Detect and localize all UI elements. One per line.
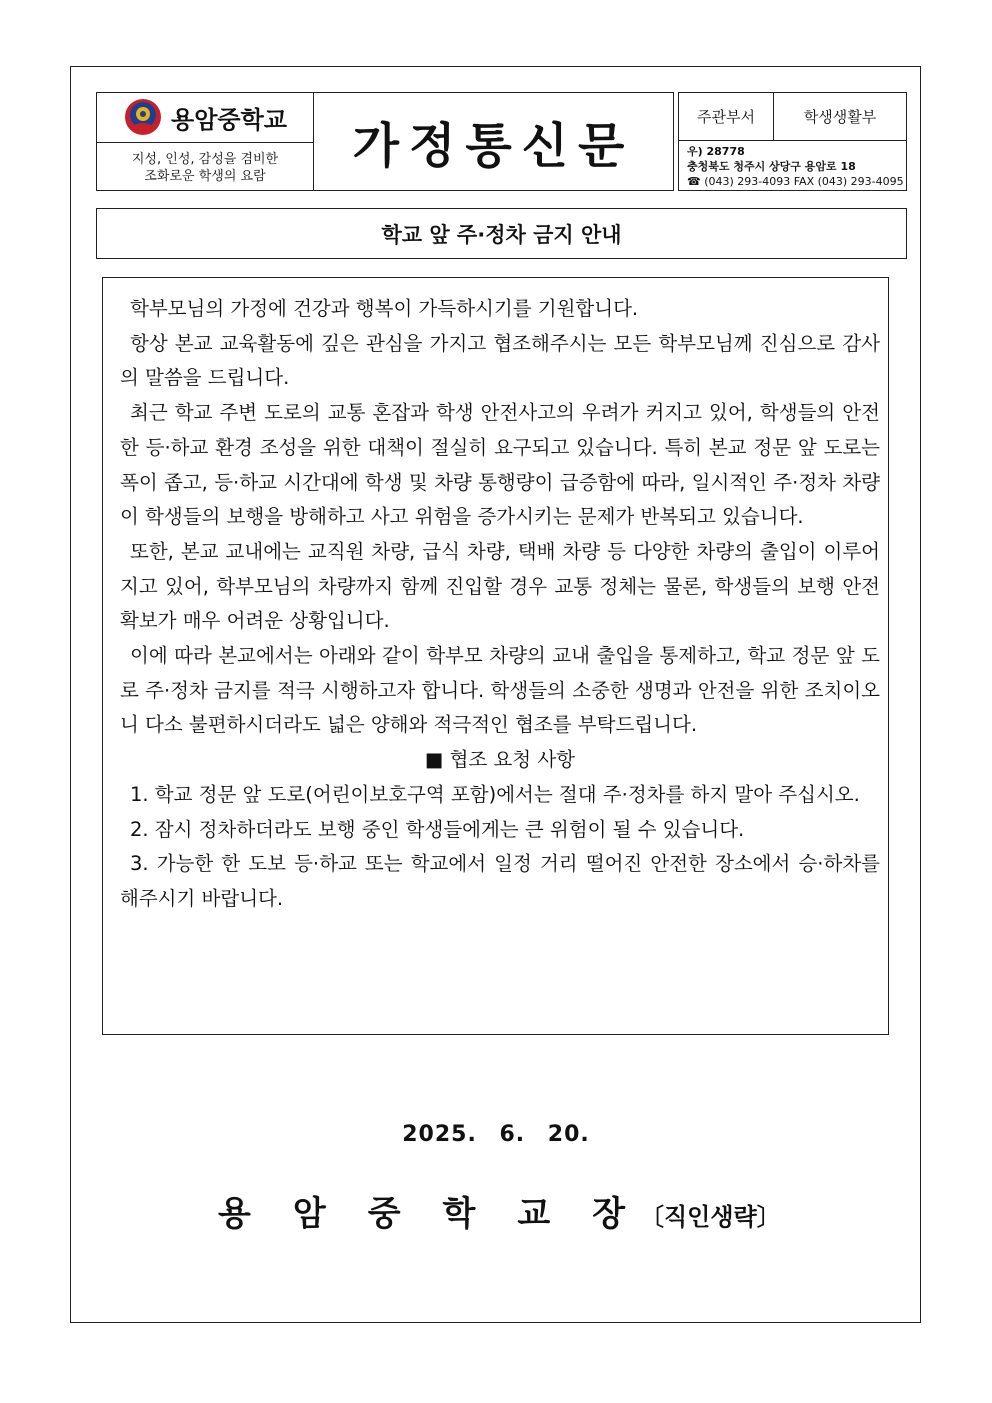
- request-item-1: 1. 학교 정문 앞 도로(어린이보호구역 포함)에서는 절대 주·정차를 하지 말아 주십시오.: [130, 782, 860, 806]
- school-name: 용암중학교: [171, 105, 287, 134]
- subject-title: 학교 앞 주·정차 금지 안내: [96, 208, 907, 259]
- phone-fax: ☎ (043) 293-4093 FAX (043) 293-4095: [687, 175, 904, 188]
- title-cell: [314, 92, 674, 191]
- letterhead: [96, 92, 907, 191]
- paragraph-campus-traffic: 또한, 본교 교내에는 교직원 차량, 급식 차량, 택배 차량 등 다양한 차량의 출입이 이루어지고 있어, 학부모님의 차량까지 함께 진입할 경우 교통 정체는 물론, 학생들의 보행 안전 확보가 매우 어려운 상황입니다.: [120, 539, 880, 633]
- issue-date: 2025. 6. 20.: [402, 1122, 590, 1147]
- paragraph-thanks: 항상 본교 교육활동에 깊은 관심을 가지고 협조해주시는 모든 학부모님께 진심으로 감사의 말씀을 드립니다.: [120, 331, 880, 390]
- seal-omitted-note: 〔직인생략〕: [640, 1203, 781, 1231]
- principal-signature: 용암중학교장: [218, 1194, 668, 1234]
- address-block: [687, 144, 907, 189]
- request-item-3: 3. 가능한 한 도보 등·하교 또는 학교에서 일정 거리 떨어진 안전한 장소에서 승·하차를 해주시기 바랍니다.: [120, 852, 880, 910]
- school-emblem-icon: [123, 97, 163, 137]
- department-label: 주관부서: [679, 93, 774, 140]
- request-item-2: 2. 잠시 정차하더라도 보행 중인 학생들에게는 큰 위험이 될 수 있습니다.: [130, 817, 745, 841]
- paragraph-background: 최근 학교 주변 도로의 교통 혼잡과 학생 안전사고의 우려가 커지고 있어, 학생들의 안전한 등·하교 환경 조성을 위한 대책이 절실히 요구되고 있습니다. 특히 본교 정문 앞 도로는 폭이 좁고, 등·하교 시간대에 학생 및 차량 통행량이 급증함에 따라, 일시적인 주·정차 차량이 학생들의 보행을 방해하고 사고 위험을 증가시키는 문제가 반복되고 있습니다.: [120, 401, 880, 529]
- body-box: [102, 277, 889, 1035]
- school-cell: [96, 92, 314, 191]
- department-value: 학생생활부: [803, 108, 877, 126]
- request-title: ■ 협조 요청 사항: [424, 748, 576, 772]
- school-motto: [97, 142, 313, 192]
- motto-line-1: 지성, 인성, 감성을 겸비한: [131, 151, 279, 167]
- school-name-row: [97, 93, 313, 141]
- info-cell: [678, 92, 907, 191]
- paragraph-measures: 이에 따라 본교에서는 아래와 같이 학부모 차량의 교내 출입을 통제하고, 학교 정문 앞 도로 주·정차 금지를 적극 시행하고자 합니다. 학생들의 소중한 생명과 안전을 위한 조치이오니 다소 불편하시더라도 넓은 양해와 적극적인 협조를 부탁드립니다.: [120, 644, 880, 737]
- motto-line-2: 조화로운 학생의 요람: [144, 168, 266, 184]
- address: 충청북도 청주시 상당구 용암로 18: [687, 160, 856, 173]
- postal-code: 우) 28778: [687, 145, 745, 158]
- document-title: 가정통신문: [352, 118, 635, 174]
- department-row: [679, 93, 906, 141]
- paragraph-greeting: 학부모님의 가정에 건강과 행복이 가득하시기를 기원합니다.: [130, 297, 639, 320]
- body-text: [120, 292, 880, 917]
